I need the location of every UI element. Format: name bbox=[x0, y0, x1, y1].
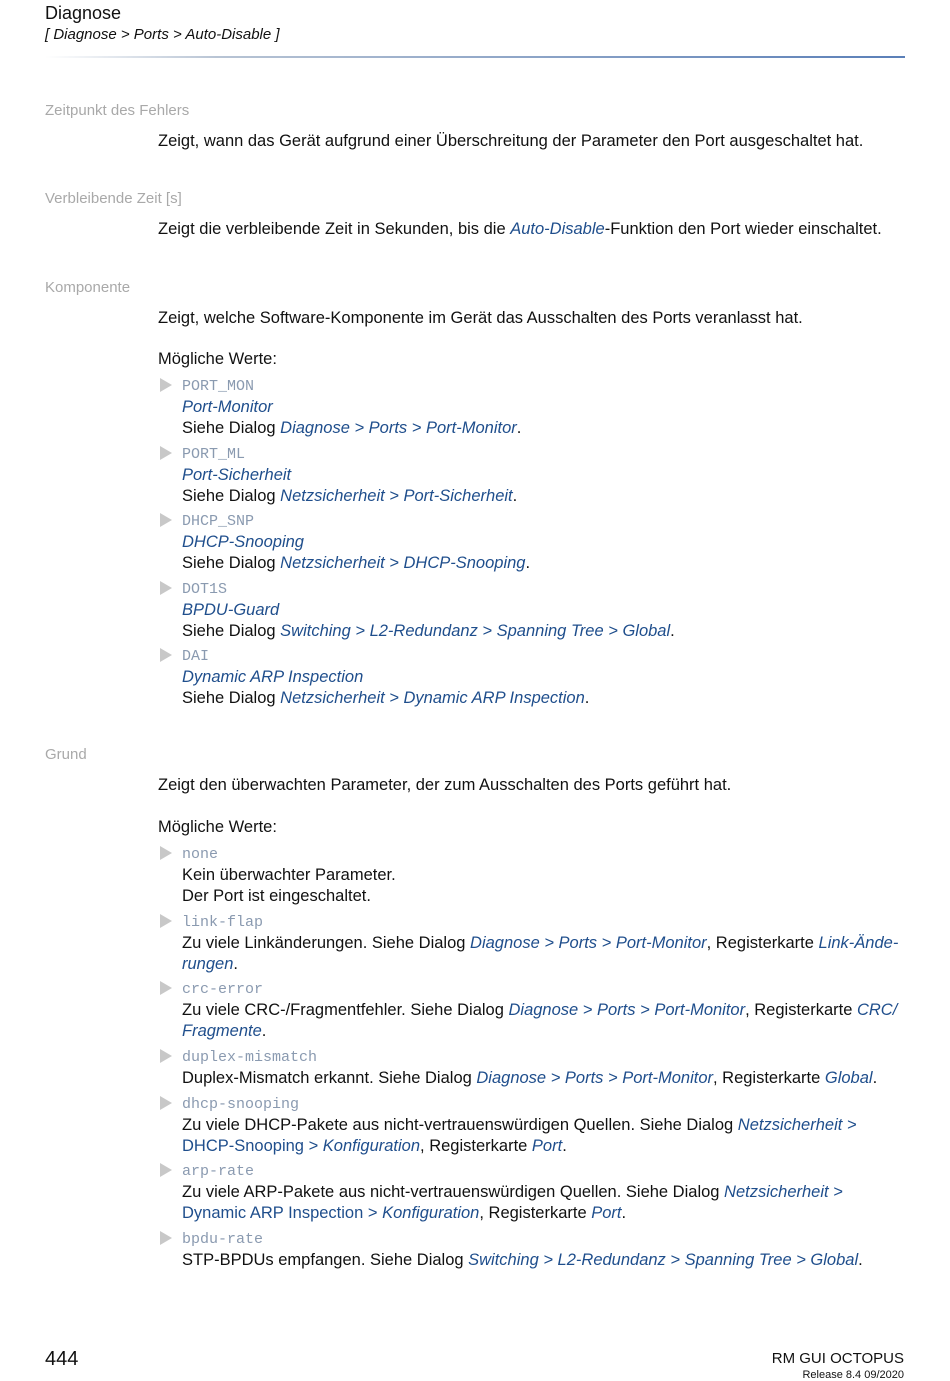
dialog-link[interactable]: Diagnose > Ports > Port-Monitor bbox=[476, 1069, 713, 1087]
dialog-link[interactable]: Diagnose > Ports > Port-Monitor bbox=[470, 934, 707, 952]
page-number: 444 bbox=[45, 1348, 79, 1370]
bullet-arrow-icon bbox=[160, 981, 172, 995]
param-grund-title: Grund bbox=[45, 746, 87, 763]
value-name: Port-Monitor bbox=[182, 398, 273, 416]
list-item bbox=[158, 376, 908, 439]
value-name: Port-Sicherheit bbox=[182, 466, 292, 484]
dialog-link[interactable]: Diagnose > Ports > Port-Monitor bbox=[280, 419, 517, 437]
value-code: duplex-mismatch bbox=[182, 1049, 318, 1066]
list-item bbox=[158, 646, 908, 709]
tab-link[interactable]: CRC/ Fragmente bbox=[182, 1001, 898, 1040]
list-item bbox=[158, 1161, 908, 1224]
bullet-arrow-icon bbox=[160, 1096, 172, 1110]
header-divider bbox=[45, 56, 905, 58]
chapter-title: Diagnose bbox=[45, 3, 122, 23]
value-name: DHCP-Snooping bbox=[182, 533, 304, 551]
value-name: BPDU-Guard bbox=[182, 601, 280, 619]
tab-link[interactable]: Link-Ände-rungen bbox=[182, 934, 899, 973]
document-title: RM GUI OCTOPUS bbox=[771, 1350, 904, 1367]
tab-link[interactable]: Global bbox=[824, 1069, 873, 1087]
dialog-link[interactable]: Netzsicherheit > bbox=[724, 1183, 843, 1201]
list-item bbox=[158, 979, 908, 1042]
dialog-link[interactable]: Netzsicherheit > DHCP-Snooping bbox=[280, 554, 526, 572]
value-desc: Zu viele ARP-Pakete aus nicht-vertrauenswürdigen Quellen. Siehe Dialog Netzsicherheit > Dynamic ARP Inspection > Konfiguration, Registerkarte Port. bbox=[182, 1183, 843, 1222]
auto-disable-link[interactable]: Auto-Disable bbox=[510, 220, 605, 238]
list-item bbox=[158, 579, 908, 642]
value-desc: Zu viele DHCP-Pakete aus nicht-vertrauenswürdigen Quellen. Siehe Dialog Netzsicherheit > DHCP-Snooping > Konfiguration, Registerkarte Port. bbox=[182, 1116, 857, 1155]
grund-values-label: Mögliche Werte: bbox=[158, 818, 277, 836]
value-desc: Kein überwachter Parameter. bbox=[182, 866, 396, 884]
bullet-arrow-icon bbox=[160, 378, 172, 392]
value-see-dialog: Siehe Dialog Netzsicherheit > DHCP-Snooping. bbox=[182, 554, 531, 572]
value-see-dialog: Siehe Dialog Switching > L2-Redundanz > Spanning Tree > Global. bbox=[182, 622, 675, 640]
value-desc: STP-BPDUs empfangen. Siehe Dialog Switching > L2-Redundanz > Spanning Tree > Global. bbox=[182, 1251, 863, 1269]
list-item bbox=[158, 511, 908, 574]
param-verbleibend-title: Verbleibende Zeit [s] bbox=[45, 190, 182, 207]
bullet-arrow-icon bbox=[160, 1049, 172, 1063]
value-code: bpdu-rate bbox=[182, 1231, 264, 1248]
bullet-arrow-icon bbox=[160, 1231, 172, 1245]
value-code: PORT_MON bbox=[182, 378, 255, 395]
dialog-link[interactable]: DHCP-Snooping bbox=[182, 1137, 304, 1155]
breadcrumb: [ Diagnose > Ports > Auto-Disable ] bbox=[45, 26, 280, 43]
value-see-dialog: Siehe Dialog Netzsicherheit > Dynamic ARP Inspection. bbox=[182, 689, 590, 707]
dialog-link[interactable]: Switching > L2-Redundanz > Spanning Tree > Global bbox=[468, 1251, 859, 1269]
dialog-link[interactable]: Netzsicherheit > Dynamic ARP Inspection bbox=[280, 689, 585, 707]
bullet-arrow-icon bbox=[160, 513, 172, 527]
bullet-arrow-icon bbox=[160, 581, 172, 595]
komponente-values-label: Mögliche Werte: bbox=[158, 350, 277, 368]
value-desc: Duplex-Mismatch erkannt. Siehe Dialog Diagnose > Ports > Port-Monitor, Registerkarte Global. bbox=[182, 1069, 878, 1087]
value-code: DHCP_SNP bbox=[182, 513, 255, 530]
value-desc: Zu viele CRC-/Fragmentfehler. Siehe Dialog Diagnose > Ports > Port-Monitor, Registerkarte CRC/ Fragmente. bbox=[182, 1001, 898, 1040]
bullet-arrow-icon bbox=[160, 648, 172, 662]
value-desc: Zu viele Linkänderungen. Siehe Dialog Diagnose > Ports > Port-Monitor, Registerkarte Link-Ände-rungen. bbox=[182, 934, 899, 973]
value-see-dialog: Siehe Dialog Netzsicherheit > Port-Sicherheit. bbox=[182, 487, 518, 505]
param-komponente-title: Komponente bbox=[45, 279, 131, 296]
value-code: DAI bbox=[182, 648, 210, 665]
bullet-arrow-icon bbox=[160, 1163, 172, 1177]
param-zeitpunkt-title: Zeitpunkt des Fehlers bbox=[45, 102, 190, 119]
param-komponente-desc: Zeigt, welche Software-Komponente im Gerät das Ausschalten des Ports veranlasst hat. bbox=[158, 309, 803, 327]
list-item bbox=[158, 912, 908, 975]
tab-link[interactable]: Port bbox=[531, 1137, 563, 1155]
param-verbleibend-desc: Zeigt die verbleibende Zeit in Sekunden, bis die Auto-Disable-Funktion den Port wieder einschaltet. bbox=[158, 220, 882, 238]
value-see-dialog: Siehe Dialog Diagnose > Ports > Port-Monitor. bbox=[182, 419, 522, 437]
bullet-arrow-icon bbox=[160, 914, 172, 928]
value-code: PORT_ML bbox=[182, 446, 246, 463]
bullet-arrow-icon bbox=[160, 846, 172, 860]
value-name: Dynamic ARP Inspection bbox=[182, 668, 364, 686]
dialog-link[interactable]: Konfiguration bbox=[382, 1204, 480, 1222]
dialog-link[interactable]: Diagnose > Ports > Port-Monitor bbox=[508, 1001, 746, 1019]
value-code: DOT1S bbox=[182, 581, 228, 598]
param-grund-desc: Zeigt den überwachten Parameter, der zum Ausschalten des Ports geführt hat. bbox=[158, 776, 732, 794]
dialog-link[interactable]: Netzsicherheit > Port-Sicherheit bbox=[280, 487, 513, 505]
dialog-link[interactable]: Switching > L2-Redundanz > Spanning Tree > Global bbox=[280, 622, 671, 640]
bullet-arrow-icon bbox=[160, 446, 172, 460]
value-code: link-flap bbox=[182, 914, 264, 931]
tab-link[interactable]: Port bbox=[591, 1204, 622, 1222]
list-item bbox=[158, 1094, 908, 1157]
dialog-link[interactable]: Netzsicherheit > bbox=[737, 1116, 857, 1134]
list-item bbox=[158, 444, 908, 507]
list-item bbox=[158, 1047, 908, 1089]
dialog-link[interactable]: Konfiguration bbox=[322, 1137, 421, 1155]
dialog-link[interactable]: Dynamic ARP Inspection bbox=[182, 1204, 364, 1222]
value-code: crc-error bbox=[182, 981, 264, 998]
list-item bbox=[158, 844, 908, 907]
release-info: Release 8.4 09/2020 bbox=[802, 1369, 904, 1381]
value-desc: Der Port ist eingeschaltet. bbox=[182, 887, 371, 905]
value-code: dhcp-snooping bbox=[182, 1096, 300, 1113]
list-item bbox=[158, 1229, 908, 1271]
value-code: none bbox=[182, 846, 219, 863]
param-zeitpunkt-desc: Zeigt, wann das Gerät aufgrund einer Überschreitung der Parameter den Port ausgeschaltet hat. bbox=[158, 132, 864, 150]
value-code: arp-rate bbox=[182, 1163, 255, 1180]
